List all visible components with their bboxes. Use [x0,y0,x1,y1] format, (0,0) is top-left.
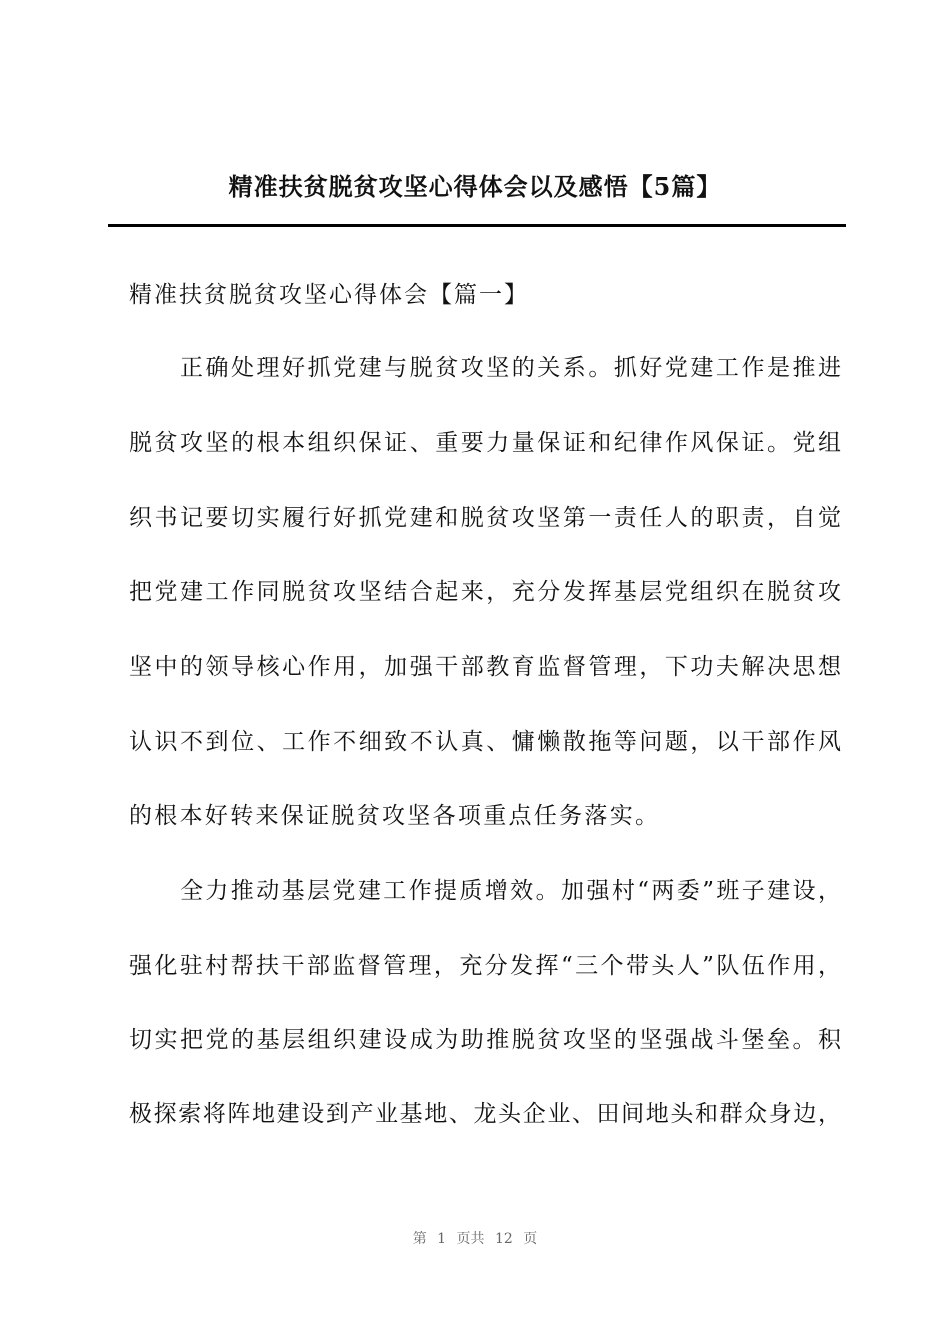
paragraph-2-line-2: 强化驻村帮扶干部监督管理，充分发挥“三个带头人”队伍作用， [129,953,841,979]
paragraph-1-line-6: 认识不到位、工作不细致不认真、慵懒散拖等问题，以干部作风 [129,729,841,755]
paragraph-2-line-3: 切实把党的基层组织建设成为助推脱贫攻坚的坚强战斗堡垒。积 [129,1027,841,1053]
section-heading: 精准扶贫脱贫攻坚心得体会【篇一】 [129,282,529,308]
paragraph-1-line-4: 把党建工作同脱贫攻坚结合起来，充分发挥基层党组织在脱贫攻 [129,579,841,605]
page-number-footer: 第 1 页共 12 页 [412,1231,538,1247]
paragraph-1-line-5: 坚中的领导核心作用，加强干部教育监督管理，下功夫解决思想 [129,654,841,680]
paragraph-1-line-1: 正确处理好抓党建与脱贫攻坚的关系。抓好党建工作是推进 [180,355,841,381]
paragraph-1-line-2: 脱贫攻坚的根本组织保证、重要力量保证和纪律作风保证。党组 [129,430,841,456]
paragraph-1-line-3: 织书记要切实履行好抓党建和脱贫攻坚第一责任人的职责，自觉 [129,505,841,531]
title-underline [108,224,846,227]
document-title: 精准扶贫脱贫攻坚心得体会以及感悟【5篇】 [228,172,722,201]
paragraph-2-line-1: 全力推动基层党建工作提质增效。加强村“两委”班子建设， [180,878,841,904]
paragraph-2-line-4: 极探索将阵地建设到产业基地、龙头企业、田间地头和群众身边， [129,1101,841,1127]
paragraph-1-line-7: 的根本好转来保证脱贫攻坚各项重点任务落实。 [129,803,661,829]
